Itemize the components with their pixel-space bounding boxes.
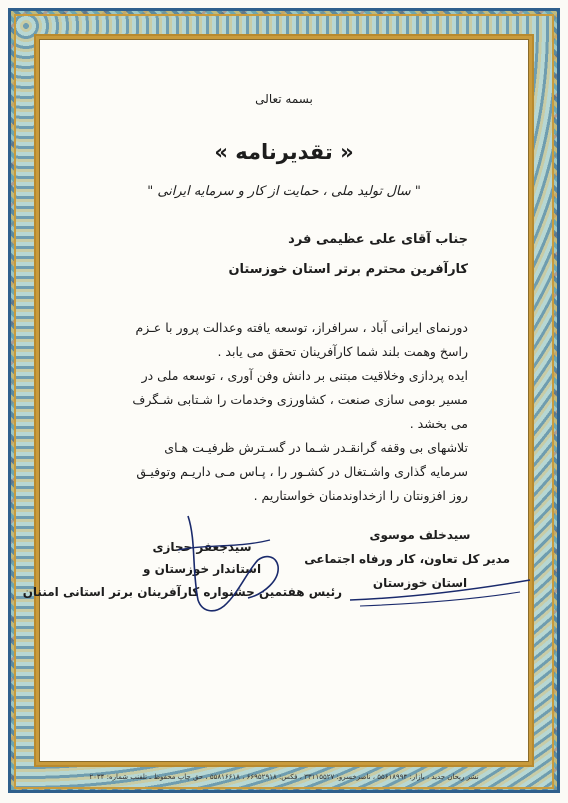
left-signatory-name: سیدجعفر حجازی — [152, 540, 252, 554]
left-signatory-title-2: رئیس هفتمین جشنواره کارآفرینان برتر استانی امننان — [22, 585, 342, 599]
right-signatory-title-2: استان خوزستان — [372, 576, 468, 590]
body-line: مسیر بومی سازی صنعت ، کشاورزی وخدمات را شـتابی شـگرف — [132, 392, 468, 407]
right-handwritten-signature — [340, 572, 540, 632]
left-signatory-title: استاندار خوزستان و — [142, 562, 262, 576]
body-line: می بخشد . — [409, 416, 468, 431]
left-handwritten-signature — [158, 510, 298, 620]
slogan-line: " سال تولید ملی ، حمایت از کار و سرمایه ایرانی " — [147, 184, 421, 199]
certificate-title: « تقدیرنامه » — [214, 140, 354, 164]
recipient-description: کارآفرین محترم برتر استان خوزستان — [228, 262, 468, 277]
body-line: تلاشهای بی وقفه گرانقـدر شـما در گسـترش ظرفیـت هـای — [164, 440, 468, 455]
body-line: سرمایه گذاری واشـتغال در کشـور را ، پـاس مـی داریـم وتوفیـق — [136, 464, 468, 479]
right-signatory-title: مدیر کل تعاون، کار ورفاه اجتماعی — [304, 552, 510, 566]
recipient-name: جناب آقای علی عظیمی فرد — [288, 232, 468, 247]
body-line: دورنمای ایرانی آباد ، سرافراز، توسعه یافته وعدالت پرور با عـزم — [135, 320, 468, 335]
right-signatory-name: سیدخلف موسوی — [369, 528, 471, 542]
body-line: روز افزونتان را ازخداوندمنان خواستاریم . — [253, 488, 468, 503]
printer-footer: نشر ریحان جدید ، بازار: ۵۵۶۱۸۹۹۴ ، ناصرخسرو: ۳۳۱۱۵۵۲۷ ، فکس: ۶۶۹۵۲۹۱۸ ، ۵۵۸۱۶۶۱۸ ، حق چاپ محفوظ ـ تلفنب شماره: ۲۰۳۴ — [89, 773, 479, 781]
body-line: راسخ وهمت بلند شما کارآفرینان تحقق می یابد . — [217, 344, 468, 359]
body-line: ایده پردازی وخلاقیت مبتنی بر دانش وفن آوری ، توسعه ملی در — [141, 368, 468, 383]
basmala-heading: بسمه تعالی — [255, 92, 313, 106]
